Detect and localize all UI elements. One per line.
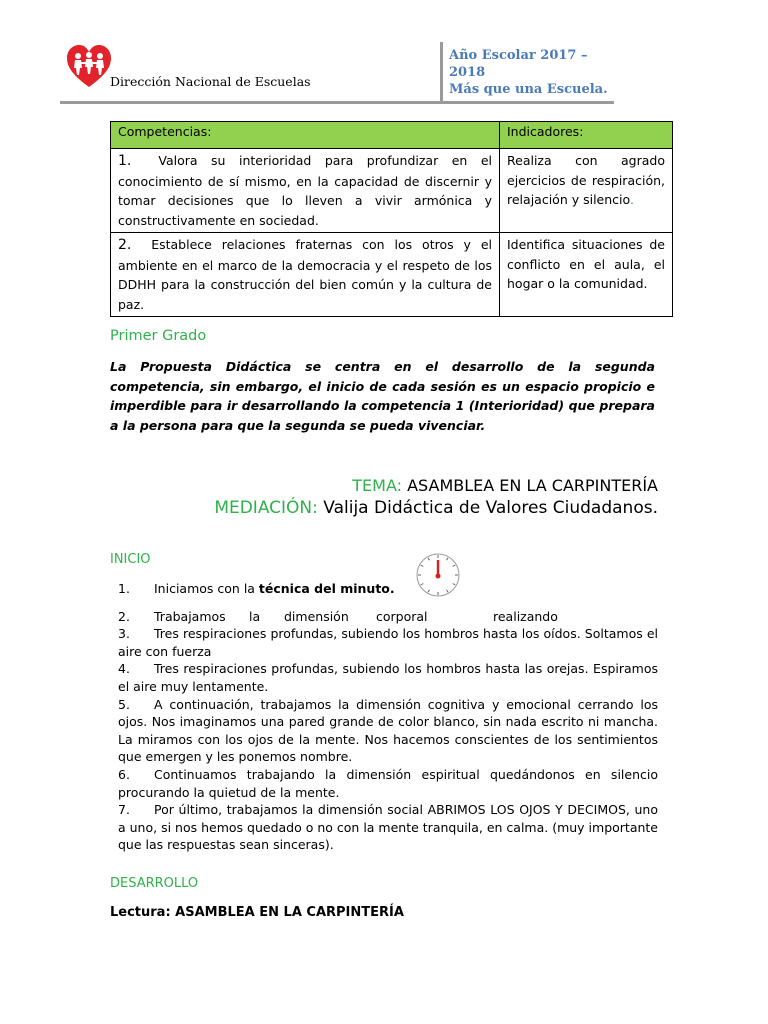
slogan: Más que una Escuela. [449,82,608,97]
step-text: Por último, trabajamos la dimensión social ABRIMOS LOS OJOS Y DECIMOS, uno a uno, si nos hemos quedado o no con la mente tranquila, en calma. (muy importante que las respuestas sean sinceras). [118,802,658,853]
step-word: corporal [376,608,428,624]
step-text: Continuamos trabajando la dimensión espiritual quedándonos en silencio procurando la quietud de la mente. [118,766,658,800]
section-heading-inicio: INICIO [110,552,151,567]
step-text: A continuación, trabajamos la dimensión cognitiva y emocional cerrando los ojos. Nos imaginamos una pared grande de color blanco, sin nada escrito ni mancha. La miramos con los ojos de la mente. Nos hacemos conscientes de los sentimientos que emergen y les ponemos nombre. [118,696,658,765]
step-text: Iniciamos con la [154,581,259,596]
step-number: 6. [118,766,130,782]
mediation-label: MEDIACIÓN: [214,498,318,518]
indicator-text: Realiza con agrado ejercicios de respiración, relajación y silencio [507,153,665,207]
indicator-period: . [629,192,634,207]
list-item [118,625,658,660]
table-row [111,149,673,233]
competence-cell [111,233,500,317]
competence-text: Establece relaciones fraternas con los otros y el ambiente en el marco de la democracia y el respeto de los DDHH para la construcción del bien común y la cultura de paz. [118,237,492,312]
step-word: Trabajamos [154,608,226,624]
table-header-row [111,122,673,149]
step-number: 1. [118,581,130,596]
heart-children-logo-icon [66,44,112,90]
list-item [118,580,658,598]
step-word: la [249,608,261,624]
header-vertical-divider [440,42,443,102]
step-text-bold: técnica del minuto. [258,581,395,596]
school-year-line2: 2018 [449,65,486,80]
school-year-block [449,47,629,98]
competence-text: Valora su interioridad para profundizar en el conocimiento de sí mismo, en la capacidad de discernir y tomar decisiones que lo lleven a vivir armónica y constructivamente en sociedad. [118,153,493,228]
list-item [118,801,658,854]
table-row [111,233,673,317]
indicator-text: Identifica situaciones de conflicto en el aula, el hogar o la comunidad. [507,237,665,291]
steps-list [118,580,658,854]
mediation-line [110,498,658,518]
step-word: dimensión [284,608,349,624]
step-word: realizando [493,608,558,624]
competence-number: 1. [118,153,132,169]
indicator-cell [500,233,673,317]
grade-heading: Primer Grado [110,328,207,344]
step-number: 3. [118,626,130,642]
list-item [118,660,658,695]
step-number: 7. [118,802,130,818]
competence-number: 2. [118,237,132,253]
list-item [118,696,658,766]
intro-paragraph: La Propuesta Didáctica se centra en el desarrollo de la segunda competencia, sin embargo, el inicio de cada sesión es un espacio propicio e imperdible para ir desarrollando la competencia 1 (Interioridad) que prepara a la persona para que la segunda se pueda vivenciar. [110,359,655,433]
school-year-line1: Año Escolar 2017 – [449,48,588,63]
list-item [118,608,658,626]
organization-name: Dirección Nacional de Escuelas [110,74,311,89]
competences-header: Competencias: [111,122,500,149]
list-item [118,766,658,801]
step-number: 4. [118,661,130,677]
step-number: 5. [118,696,130,712]
competences-table [110,121,673,317]
step-number: 2. [118,608,130,624]
section-heading-desarrollo: DESARROLLO [110,876,199,891]
step-text: Tres respiraciones profundas, subiendo los hombros hasta los oídos. Soltamos el aire con fuerza [118,626,658,659]
mediation-value: Valija Didáctica de Valores Ciudadanos. [323,498,658,518]
reading-title: Lectura: ASAMBLEA EN LA CARPINTERÍA [110,905,404,920]
topic-label: TEMA: [352,476,403,495]
topic-value: ASAMBLEA EN LA CARPINTERÍA [407,476,658,495]
header-divider [60,101,614,104]
step-text: Tres respiraciones profundas, subiendo los hombros hasta las orejas. Espiramos el aire muy lentamente. [118,661,658,694]
indicators-header: Indicadores: [500,122,673,149]
indicator-cell [500,149,673,233]
competence-cell [111,149,500,233]
topic-line [110,476,658,495]
